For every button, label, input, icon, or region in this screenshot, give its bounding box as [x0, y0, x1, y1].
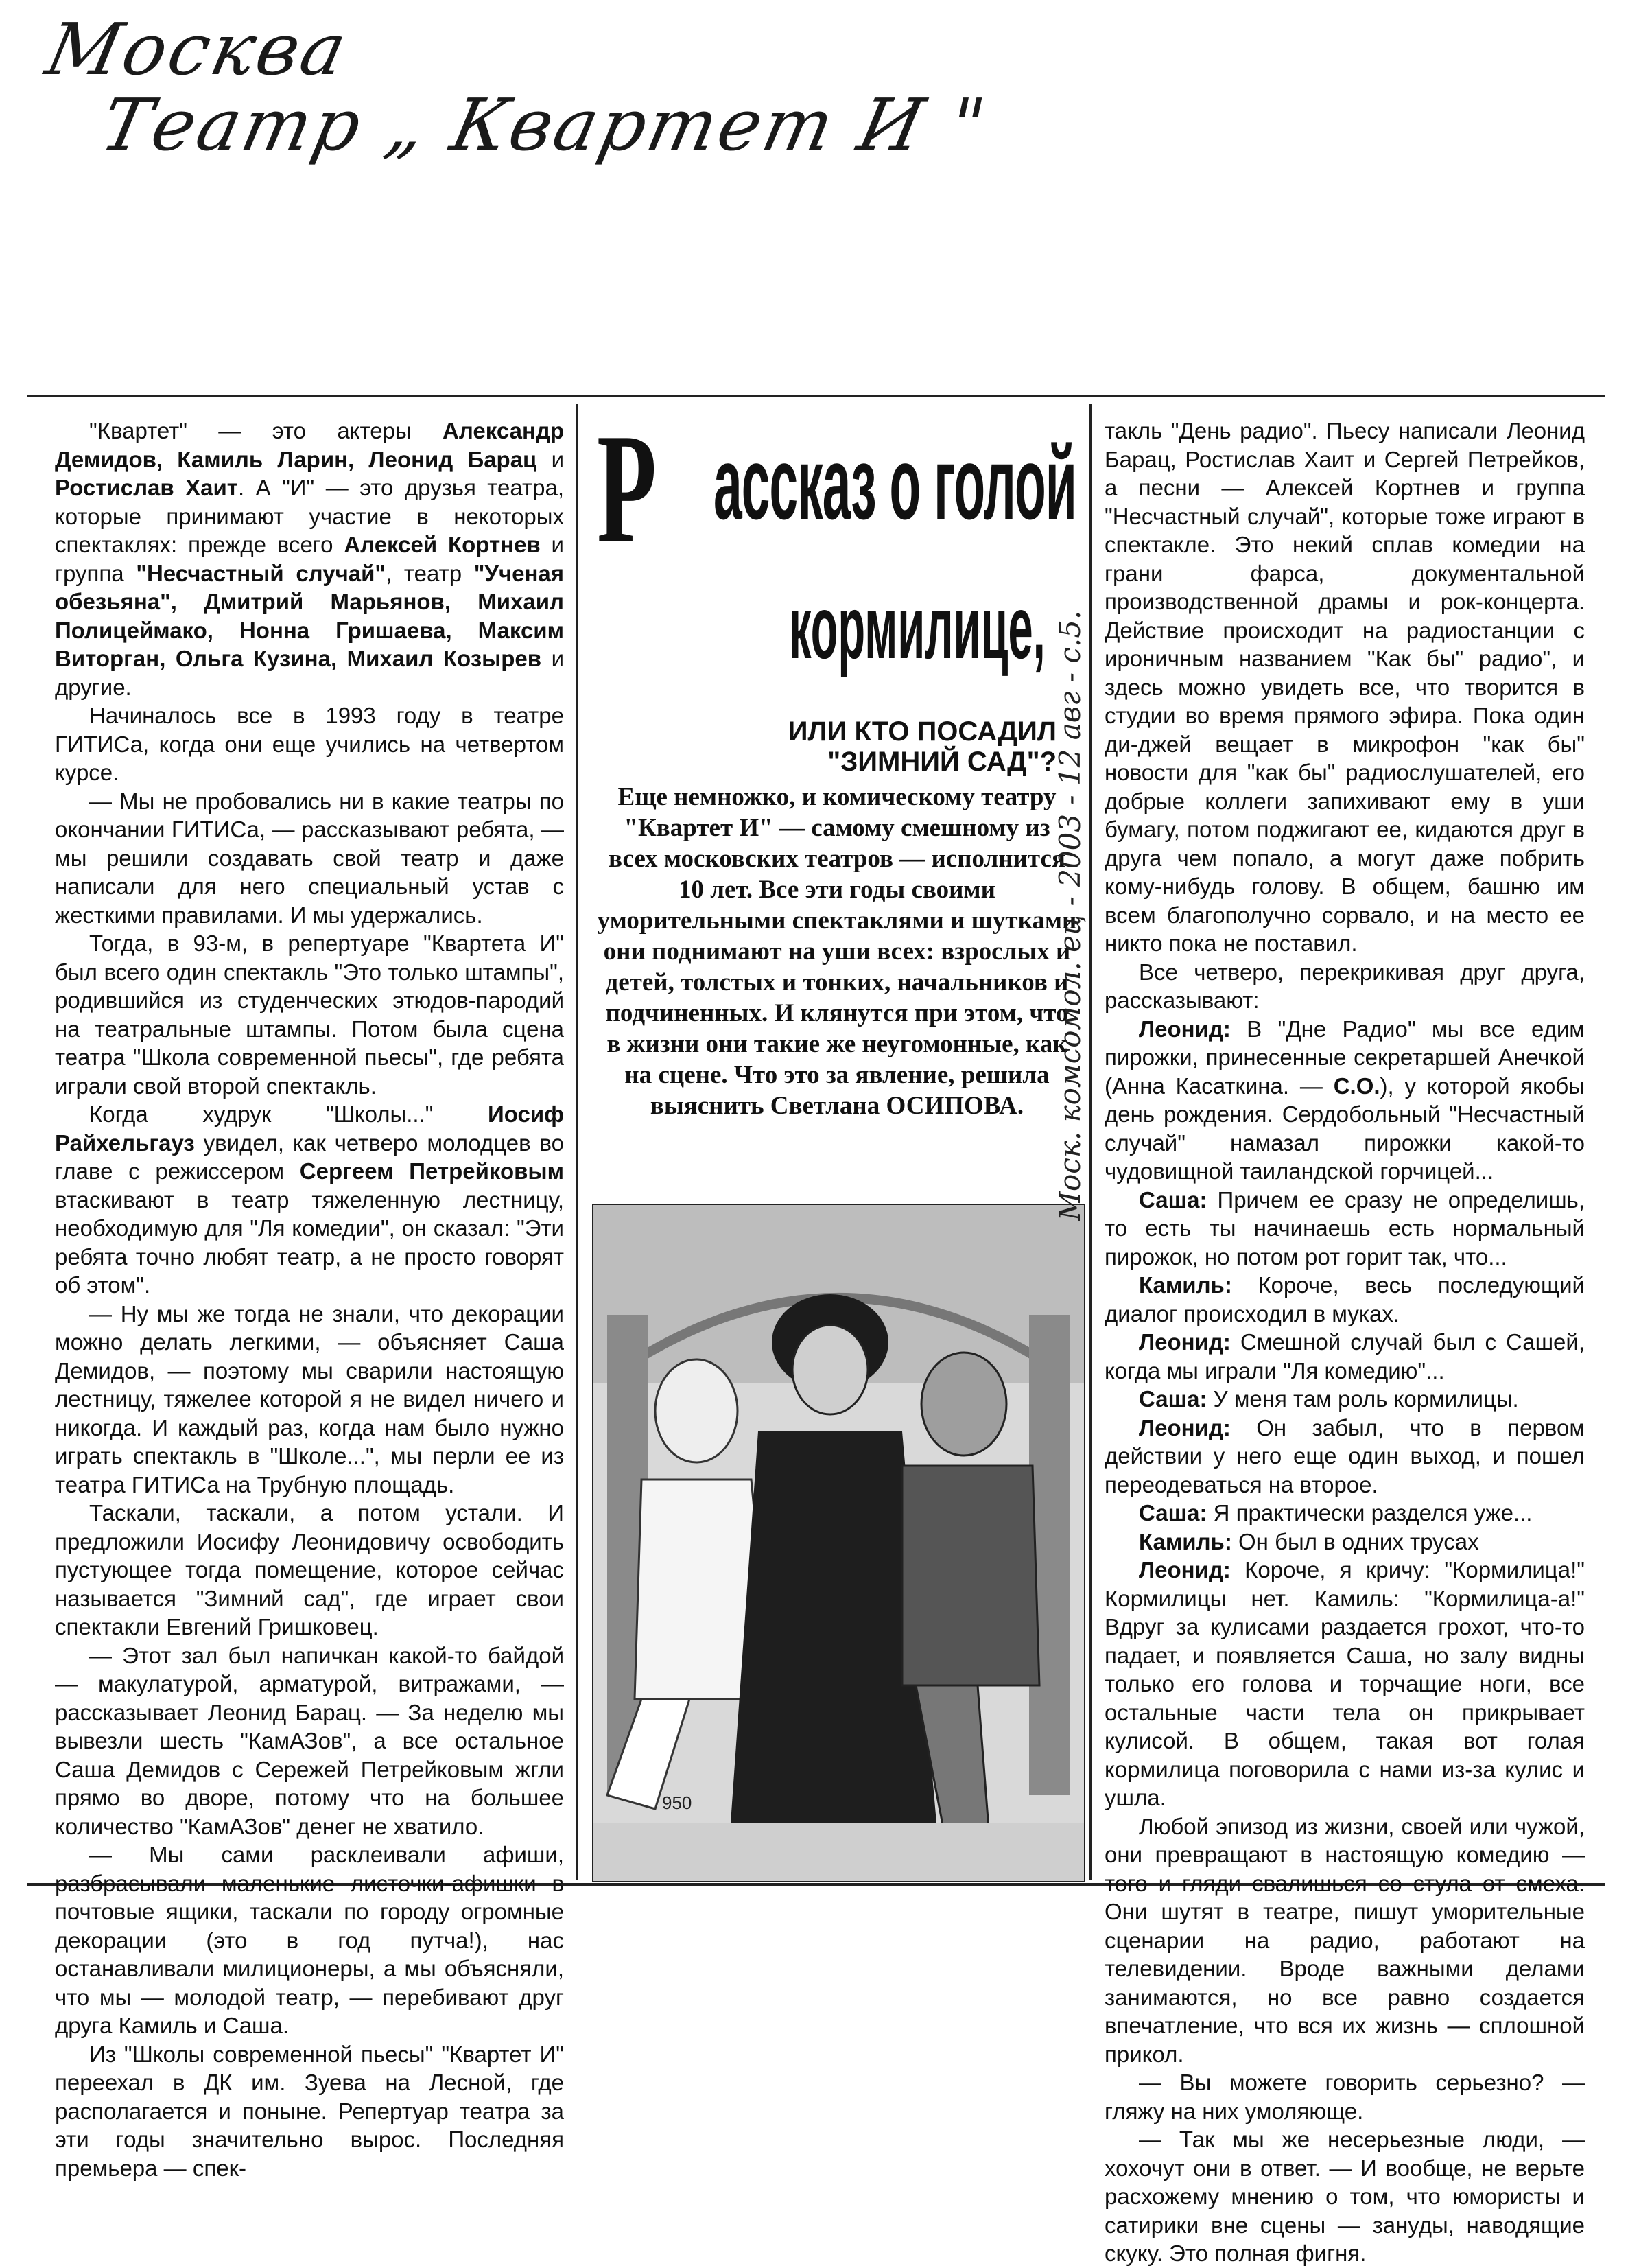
paragraph: Тогда, в 93-м, в репертуаре "Квартета И" был всего один спектакль "Это только штампы", родившийся из студенческих этюдов-пародий на театральные штампы. Потом была сцена театра "Школа современной пьесы", где ребята играли свой второй спектакль.	[55, 931, 564, 1099]
actor-right-head	[921, 1353, 1006, 1456]
handwritten-theater: Театр „ Квартет И "	[94, 83, 995, 167]
dialogue-line: Леонид: В "Дне Радио" мы все едим пирожки, принесенные секретаршей Анечкой (Анна Касаткина. — С.О.), у которой якобы день рождения. Сердобольный "Несчастный случай" намазал пирожки какой-то чудовищной таиландской горчицей...	[1105, 1016, 1585, 1184]
paragraph: — Этот зал был напичкан какой-то байдой — макулатурой, арматурой, витражами, — рассказывает Леонид Барац. — За неделю мы вывезли шесть "КамАЗов", а все остальное Саша Демидов с Сережей Петрейковым жгли прямо во дворе, потому что на большее количество "КамАЗов" денег не хватило.	[55, 1642, 564, 1839]
handwritten-city: Москва	[39, 8, 356, 91]
paragraph: — Так мы же несерьезные люди, — хохочут они в ответ. — И вообще, не верьте расхожему мнению о том, что юмористы и сатирики вне сцены — зануды, наводящие скуку. Это полная фигня.	[1105, 2127, 1585, 2266]
dialogue-line: Леонид: Короче, я кричу: "Кормилица!" Кормилицы нет. Камиль: "Кормилица-а!" Вдруг за кулисами раздается грохот, что-то падает, и появляется Саша, но залу видны только его голова и торчащие ноги, все остальные части тела он прикрывает кулисой. В общем, такая вот голая кормилица поговорила с нами из-за кулис и ушла.	[1105, 1557, 1585, 1810]
newspaper-clipping	[27, 395, 1605, 2266]
left-column	[55, 417, 565, 2181]
subheadline-line: ИЛИ КТО ПОСАДИЛ	[788, 716, 1057, 747]
dialogue-line: Камиль: Короче, весь последующий диалог происходил в муках.	[1105, 1272, 1585, 1326]
subheadline-line: "ЗИМНИЙ САД"?	[827, 747, 1057, 777]
subheadline	[734, 716, 1057, 777]
dialogue-line: Леонид: Смешной случай был с Сашей, когда мы играли "Ля комедию"...	[1105, 1329, 1585, 1383]
paragraph: Все четверо, перекрикивая друг друга, рассказывают:	[1105, 959, 1585, 1013]
article-photo	[592, 1204, 1085, 1882]
column-divider	[1089, 404, 1092, 1880]
paragraph: Таскали, таскали, а потом устали. И предложили Иосифу Леонидовичу освободить пустующее тогда помещение, которое сейчас называется "Зимний сад", где играет свои спектакли Евгений Гришковец.	[55, 1500, 564, 1639]
photo-illustration	[593, 1205, 1084, 1881]
dialogue-line: Камиль: Он был в одних трусах	[1139, 1528, 1479, 1554]
paragraph: Начиналось все в 1993 году в театре ГИТИСа, когда они еще учились на четвертом курсе.	[55, 703, 564, 785]
stage-number: 950	[662, 1792, 692, 1813]
stage-floor	[593, 1823, 1084, 1881]
paragraph: — Вы можете говорить серьезно? — гляжу на них умоляюще.	[1105, 2070, 1585, 2124]
handwritten-margin-note: Моск. комсомол. ец - 2003 - 12 авг - с.5.	[1053, 610, 1087, 1221]
actor-right-body	[902, 1466, 1039, 1685]
paragraph: такль "День радио". Пьесу написали Леонид Барац, Ростислав Хаит и Сергей Петрейков, а песни — Алексей Кортнев и группа "Несчастный случай", которые тоже играют в спектакле. Это некий сплав комедии на грани фарса, документальной производственной драмы и рок-концерта. Действие происходит на радиостанции с ироничным названием "Как бы" радио", и здесь можно увидеть все, что творится в студии во время прямого эфира. Пока один ди-джей вещает в микрофон "как бы" новости для "как бы" радиослушателей, его добрые коллеги запихивают ему в уши бумагу, потом поджигают ее, кидаются друг в друга чем попало, а могут даже побрить кому-нибудь голову. В общем, башню им всем благополучно сорвало, и на место ее никто пока не поставил.	[1105, 418, 1585, 956]
article-lead: Еще немножко, и комическому театру "Квартет И" — самому смешному из всех московских театров — исполнится 10 лет. Все эти годы своими уморительными спектаклями и шутками они поднимают на уши всех: взрослых и детей, толстых и тонких, начальников и подчиненных. И клянутся при этом, что в жизни они такие же неугомонные, как на сцене. Что это за явление, решила выяснить Светлана ОСИПОВА.	[597, 783, 1077, 1120]
dialogue-line: Леонид: Он забыл, что в первом действии у него еще один выход, и пошел переодеваться на второе.	[1105, 1414, 1585, 1497]
column-divider	[576, 404, 578, 1880]
headline-drop-cap: Р	[597, 401, 657, 576]
paragraph: "Квартет" — это актеры Александр Демидов, Камиль Ларин, Леонид Барац и Ростислав Хаит. А "И" — это друзья театра, которые принимают участие в некоторых спектаклях: прежде всего Алексей Кортнев и группа "Несчастный случай", театр "Ученая обезьяна", Дмитрий Марьянов, Михаил Полицеймако, Нонна Гришаева, Максим Виторган, Ольга Кузина, Михаил Козырев и другие.	[55, 418, 565, 700]
paragraph: — Мы сами расклеивали афиши, разбрасывали маленькие листочки-афишки в почтовые ящики, таскали по городу огромные декорации (это в год путча!), нас останавливали милиционеры, а мы объясняли, что мы — молодой театр, — перебивают друг друга Камиль и Саша.	[55, 1842, 564, 2038]
paragraph: — Ну мы же тогда не знали, что декорации можно делать легкими, — объясняет Саша Демидов, — поэтому мы сварили настоящую лестницу, тяжелее которой я не видел ничего и никогда. И каждый раз, когда нам было нужно играть спектакль в "Школе...", мы перли ее из театра ГИТИСа на Трубную площадь.	[55, 1300, 564, 1497]
dialogue-line: Саша: Причем ее сразу не определишь, то есть ты начинаешь есть нормальный пирожок, но потом рот горит так, что...	[1105, 1186, 1585, 1270]
headline-line-2: кормилице,	[789, 577, 1046, 677]
actor-left-head	[655, 1359, 738, 1462]
paragraph: Любой эпизод из жизни, своей или чужой, они превращают в настоящую комедию — того и гляди свалишься со стула от смеха. Они шутят в театре, пишут уморительные сценарии на радио, работают на телевидении. Вроде важными делами занимаются, но все равно создается впечатление, что вся их жизнь — сплошной прикол.	[1105, 1813, 1585, 2067]
paragraph: Из "Школы современной пьесы" "Квартет И" переехал в ДК им. Зуева на Лесной, где располагается и поныне. Репертуар театра за эти годы значительно вырос. Последняя премьера — спек-	[55, 2041, 564, 2181]
right-column	[1105, 417, 1585, 2266]
dialogue-line: Саша: У меня там роль кормилицы.	[1139, 1386, 1519, 1412]
dialogue-line: Саша: Я практически разделся уже...	[1139, 1500, 1533, 1525]
actor-center-face	[792, 1325, 868, 1414]
headline-line-1: ассказ о голой	[713, 425, 1076, 541]
paragraph: Когда худрук "Школы..." Иосиф Райхельгауз увидел, как четверо молодцев во главе с режиссером Сергеем Петрейковым втаскивают в театр тяжеленную лестницу, необходимую для "Ля комедии", он сказал: "Эти ребята точно любят театр, а не просто говорят об этом".	[55, 1101, 564, 1298]
paragraph: — Мы не пробовались ни в какие театры по окончании ГИТИСа, — рассказывают ребята, — мы решили создавать свой театр и даже написали для него специальный устав с жесткими правилами. И мы удержались.	[55, 788, 564, 928]
